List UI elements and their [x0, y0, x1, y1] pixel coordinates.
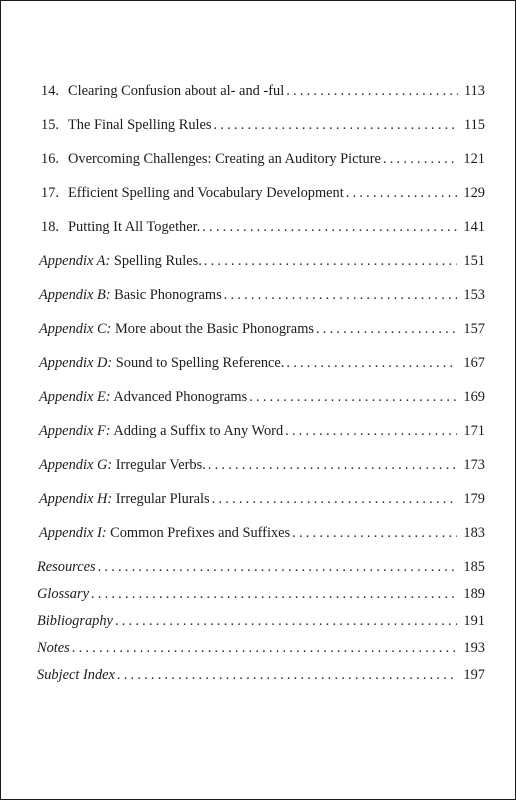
- dot-leader: [117, 665, 457, 685]
- toc-entry-appendix-b: [39, 285, 485, 305]
- appendix-title: Advanced Phonograms: [113, 389, 248, 405]
- chapter-number: 16.: [41, 151, 59, 167]
- page-number: 141: [463, 219, 485, 235]
- entry-title: Putting It All Together.: [68, 219, 201, 235]
- toc-entry-17: [41, 183, 485, 203]
- entry-title: [39, 353, 284, 373]
- page-number: 153: [463, 287, 485, 303]
- page-number: 129: [463, 185, 485, 201]
- toc-entry-appendix-c: [39, 319, 485, 339]
- chapter-number: 18.: [41, 219, 59, 235]
- appendix-title: Sound to Spelling Reference.: [115, 355, 285, 371]
- page-number: 157: [463, 321, 485, 337]
- toc-entry-15: [41, 115, 485, 135]
- page-number: 173: [463, 457, 485, 473]
- page-number: 179: [463, 491, 485, 507]
- entry-title: [37, 665, 115, 685]
- page-number: 167: [463, 355, 485, 371]
- appendix-prefix: Appendix F:: [39, 423, 111, 439]
- toc-entry-18: [41, 217, 485, 237]
- page-number: 171: [463, 423, 485, 439]
- appendix-prefix: Appendix H:: [39, 491, 113, 507]
- toc-entry-resources: [37, 557, 485, 577]
- dot-leader: [383, 149, 457, 169]
- entry-title: Clearing Confusion about al- and -ful: [68, 83, 285, 99]
- dot-leader: [224, 285, 458, 305]
- appendix-title: Basic Phonograms: [114, 287, 222, 303]
- appendix-title: Irregular Verbs.: [115, 457, 206, 473]
- entry-title: The Final Spelling Rules: [68, 117, 212, 133]
- appendix-title: Irregular Plurals: [115, 491, 210, 507]
- appendix-prefix: Appendix D:: [39, 355, 113, 371]
- chapter-number: 15.: [41, 117, 59, 133]
- appendix-title: More about the Basic Phonograms: [114, 321, 314, 337]
- toc-entry-subject-index: [37, 665, 485, 685]
- dot-leader: [98, 557, 458, 577]
- entry-title: [39, 319, 314, 339]
- entry-title: [39, 523, 290, 543]
- entry-title: [37, 557, 96, 577]
- entry-title: [37, 638, 70, 658]
- toc-entry-bibliography: [37, 611, 485, 631]
- toc-entry-appendix-h: [39, 489, 485, 509]
- page-number: 183: [463, 525, 485, 541]
- entry-title: [39, 455, 206, 475]
- dot-leader: [316, 319, 457, 339]
- dot-leader: [292, 523, 457, 543]
- page-number: 169: [463, 389, 485, 405]
- toc-entry-16: [41, 149, 485, 169]
- entry-title: [39, 489, 210, 509]
- dot-leader: [202, 217, 457, 237]
- page-number: 185: [463, 559, 485, 575]
- chapter-number: 17.: [41, 185, 59, 201]
- dot-leader: [285, 421, 457, 441]
- section-title: Subject Index: [37, 667, 115, 683]
- toc-entry-appendix-i: [39, 523, 485, 543]
- entry-title: [39, 285, 222, 305]
- dot-leader: [249, 387, 457, 407]
- dot-leader: [212, 489, 458, 509]
- toc-entry-appendix-f: [39, 421, 485, 441]
- page-number: 115: [463, 117, 485, 133]
- entry-title: [39, 421, 283, 441]
- toc-entry-glossary: [37, 584, 485, 604]
- dot-leader: [286, 81, 458, 101]
- page-number: 151: [463, 253, 485, 269]
- section-title: Resources: [37, 559, 96, 575]
- section-title: Notes: [37, 640, 70, 656]
- dot-leader: [208, 455, 458, 475]
- appendix-prefix: Appendix C:: [39, 321, 112, 337]
- toc-entry-appendix-g: [39, 455, 485, 475]
- toc-entry-appendix-a: [39, 251, 485, 271]
- page-number: 113: [463, 83, 485, 99]
- page-number: 121: [463, 151, 485, 167]
- entry-title: [39, 251, 202, 271]
- appendix-prefix: Appendix A:: [39, 253, 111, 269]
- appendix-title: Adding a Suffix to Any Word: [113, 423, 284, 439]
- dot-leader: [115, 611, 457, 631]
- section-title: Glossary: [37, 586, 89, 602]
- dot-leader: [286, 353, 457, 373]
- toc-entry-appendix-d: [39, 353, 485, 373]
- entry-title: Efficient Spelling and Vocabulary Development: [68, 185, 344, 201]
- page-number: 189: [463, 586, 485, 602]
- chapter-number: 14.: [41, 83, 59, 99]
- page-number: 193: [463, 640, 485, 656]
- toc-entry-notes: [37, 638, 485, 658]
- entry-title: [39, 387, 247, 407]
- appendix-prefix: Appendix G:: [39, 457, 113, 473]
- appendix-prefix: Appendix B:: [39, 287, 111, 303]
- entry-title: [37, 611, 113, 631]
- toc-entry-appendix-e: [39, 387, 485, 407]
- page-number: 197: [463, 667, 485, 683]
- toc-entry-14: [41, 81, 485, 101]
- page-number: 191: [463, 613, 485, 629]
- entry-title: Overcoming Challenges: Creating an Auditory Picture: [68, 151, 381, 167]
- dot-leader: [72, 638, 458, 658]
- appendix-title: Spelling Rules.: [113, 253, 202, 269]
- dot-leader: [346, 183, 458, 203]
- appendix-title: Common Prefixes and Suffixes: [110, 525, 291, 541]
- dot-leader: [214, 115, 458, 135]
- section-title: Bibliography: [37, 613, 113, 629]
- appendix-prefix: Appendix I:: [39, 525, 107, 541]
- appendix-prefix: Appendix E:: [39, 389, 111, 405]
- entry-title: [37, 584, 89, 604]
- dot-leader: [91, 584, 457, 604]
- dot-leader: [204, 251, 458, 271]
